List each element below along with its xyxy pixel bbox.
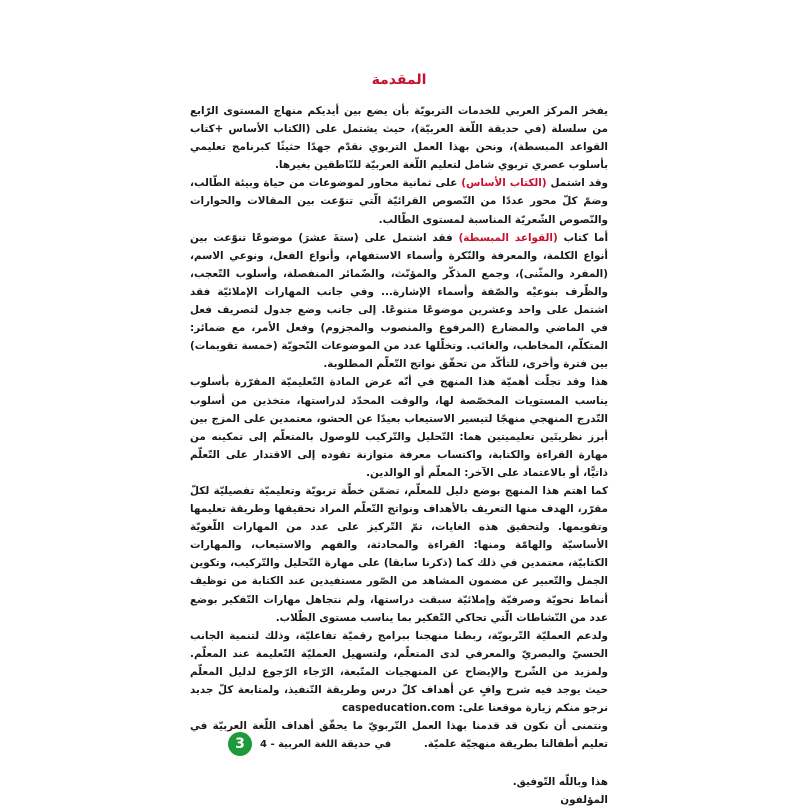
highlight-book-title: (القواعد المبسطة) [458, 231, 558, 244]
paragraph-text: هذا وقد تجلّت أهميّة هذا المنهج في أنّه عرض المادة التّعليميّة المقرّرة بأسلوب يناسب المستويات المخصّصة لها، والوقت المحدّد لدراستها، متخذين من أسلوب التّدرج المنهجي منهجًا لتيسير الاستيعاب بعيدًا عن الحشو، معتمدين على المزج بين أبرز نظريتَين تعليميتين هما: التّحليل والتّركيب للوصول بالمتعلّم إلى تمكينه من مهارة القراءة والكتابة، واكتساب معرفة متوازنة تقوده إلى الاقتدار على التّعلّم ذاتيًّا، أو بالاعتماد على الآخر: المعلّم أو الوالدين. [190, 376, 608, 479]
paragraph [190, 174, 608, 228]
paragraph-text: كما اهتم هذا المنهج بوضع دليل للمعلّم، تضمّن خطّة تربويّة وتعليميّة تفصيليّة لكلّ مقرّر، الهدف منها التعريف بالأهداف ونواتج التّعلّم المراد تحقيقها وطريقة تعليمها وتقويمها. ولتحقيق هذه الغايات، تمّ التّركيز على عدد من المهارات اللّغويّة الأساسيّة والهامّة ومنها: القراءة والمحادثة، والفهم والاستيعاب، والمهارات الكتابيّة، معتمدين في ذلك كما (ذكرنا سابقا) على مهارة التّحليل والتّركيب، وتكوين الجمل والتّعبير عن مضمون المشاهد من الصّور مستفيدين عند الكتابة من توظيف أنماط نحويّة وصرفيّة وإملائيّة سبقت دراستها، ولم نتجاهل مهارات التّفكير بوضع عدد من النّشاطات الّتي تحاكي التّفكير بما يناسب مستوى الطّلاب. [190, 484, 608, 624]
paragraph [190, 373, 608, 482]
paragraph-text: يفخر المركز العربي للخدمات التربويّة بأن يضع بين أيديكم منهاج المستوى الرّابع من سلسلة (في حديقة اللّغة العربيّة)، حيث يشتمل على (الكتاب الأساس +كتاب القواعد المبسطة)، ونحن بهذا العمل التربوي نقدّم جهدًا حثيثًا كبرنامج تعليمي بأسلوب عصري تربوي شامل لتعليم اللّغة العربيّة للنّاطقين بغيرها. [190, 105, 608, 172]
paragraph [190, 627, 608, 717]
paragraph-text: فقد اشتمل على (ستةَ عشرَ) موضوعًا تنوّعت بين أنواع الكلمة، والمعرفة والنّكرة وأسماء الاستفهام، وأنواع الفعل، ونوعي الاسم، (المفرد والمثّنى)، وجمع المذكّر والمؤنّث، والضّمائر المنفصلة، وأسلوب التّعجب، والظّرف بنوعيْه والصّفة وأسماء الإشارة... وفي جانب المهارات الإملائيّة فقد اشتمل على واحد وعشرين موضوعًا متنوعًا. إلى جانب وضع جدول لتصريف فعل في الماضي والمضارع (المرفوع والمنصوب والمجزوم) وفعل الأمر، مع ضمائر: المتكلّم، المخاطب، والغائب. وتخلّلها عدد من الموضوعات النّحويّة (خمسة تقويمات) بين فترة وأخرى، للتأكّد من تحقّق نواتج التّعلّم المطلوبة. [190, 231, 608, 371]
paragraph-lead: أما كتاب [557, 231, 609, 244]
paragraph-lead: وقد اشتمل [546, 177, 608, 190]
paragraph-text: ولدعم العمليّة التّربويّة، ربطنا منهجنا ببرامج رقميّة تفاعليّة، وذلك لتنمية الجانب الحسيّ والبصريّ والمعرفي لدى المتعلّم، ولتسهيل العمليّة التّعليمة عند المعلّم. ولمزيد من الشّرح والإيضاح عن المنهجيات المتّبعة، الرّجاء الرّجوع لدليل المعلّم حيث يوجد فيه شرح وافٍ عن أهداف كلّ درس وطريقة التّنفيذ، ولمتابعة كلّ جديد نرجو منكم زيارة موقعنا على: caspeducation.com [190, 629, 608, 715]
signature: المؤلفون [560, 794, 608, 807]
paragraph [190, 229, 608, 374]
page-number-badge: 3 [228, 732, 252, 756]
paragraph-text: على ثمانية محاور لموضوعات من حياة وبيئة الطّالب، وضمّ كلّ محور عددًا من النّصوص القرائيّة الّتي تنوّعت بين المقالات والحوارات والنّصوص الشّعريّة المناسبة لمستوى الطّالب. [190, 177, 608, 226]
closing-line: هذا وباللّه التّوفيق. [512, 776, 608, 789]
paragraph [190, 102, 608, 174]
paragraph-text: ونتمنى أن نكون قد قدمنا بهذا العمل التّربويّ ما يحقّق أهداف اللّغة العربيّة في تعليم أطفالنا بطريقة منهجيّة علميّة. [190, 720, 608, 751]
page-footer [228, 732, 391, 756]
intro-body [190, 102, 608, 753]
paragraph [190, 482, 608, 627]
footer-book-title: في حديقة اللغة العربية - 4 [260, 738, 392, 750]
page-title: المقدمة [371, 72, 427, 88]
closing [190, 773, 608, 809]
highlight-book-title: (الكتاب الأساس) [461, 177, 547, 190]
